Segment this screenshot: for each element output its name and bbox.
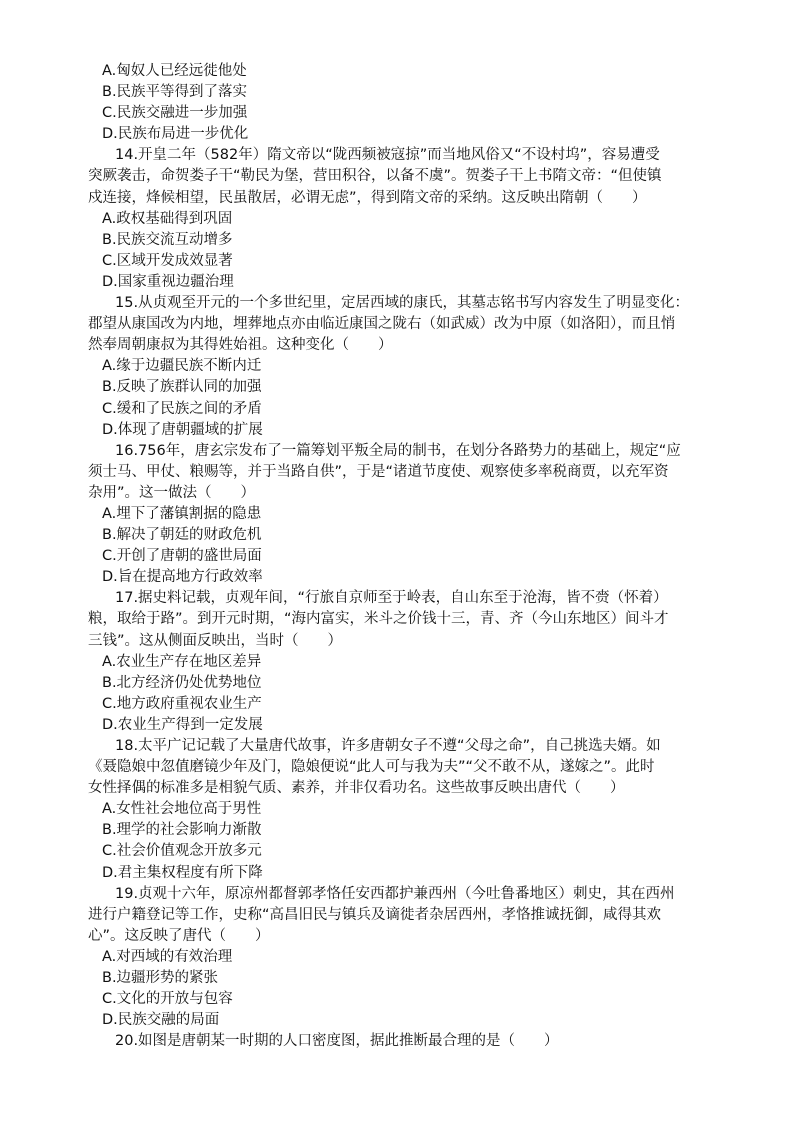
option-b: B.民族平等得到了落实 [102, 84, 248, 101]
option-a: A.缘于边疆民族不断内迁 [102, 358, 262, 375]
question-14 [88, 145, 706, 293]
option-c: C.缓和了民族之间的矛盾 [102, 400, 262, 417]
question-stem-line: 18.太平广记记载了大量唐代故事，许多唐朝女子不遵“父母之命”，自己挑选夫婿。如 [115, 738, 661, 754]
option-b: B.反映了族群认同的加强 [102, 379, 262, 396]
option-d: D.旨在提高地方行政效率 [102, 569, 263, 586]
question-stem-line: 然奉周朝康叔为其得姓始祖。这种变化（ ） [88, 337, 393, 354]
option-a: A.对西域的有效治理 [102, 948, 233, 965]
option-a: A.埋下了藩镇割据的隐患 [102, 505, 262, 522]
option-d: D.农业生产得到一定发展 [102, 716, 263, 733]
question-16 [88, 441, 706, 589]
question-stem-line: 进行户籍登记等工作，史称“高昌旧民与镇兵及谪徙者杂居西州，孝恪推诚抚御，咸得其欢 [88, 906, 662, 923]
question-15 [88, 293, 706, 441]
option-d: D.民族布局进一步优化 [102, 126, 249, 143]
question-stem-line: 郡望从康国改为内地，埋葬地点亦由临近康国之陇右（如武威）改为中原（如洛阳），而且悄 [88, 316, 676, 333]
question-13-options [88, 61, 706, 145]
option-b: B.民族交流互动增多 [102, 231, 233, 248]
option-c: C.民族交融进一步加强 [102, 105, 248, 122]
option-a: A.政权基础得到巩固 [102, 210, 233, 227]
question-stem-line: 突厥袭击，命贺娄子干“勒民为堡，营田积谷，以备不虞”。贺娄子干上书隋文帝：“但使镇 [88, 168, 662, 185]
option-d: D.国家重视边疆治理 [102, 273, 234, 290]
question-stem-line: 三钱”。这从侧面反映出，当时（ ） [88, 632, 343, 649]
option-c: C.文化的开放与包容 [102, 991, 233, 1008]
option-a: A.农业生产存在地区差异 [102, 653, 262, 670]
question-stem-line: 20.如图是唐朝某一时期的人口密度图，据此推断最合理的是（ ） [115, 1033, 559, 1050]
question-stem-line: 戍连接，烽候相望，民虽散居，必谓无虑”，得到隋文帝的采纳。这反映出隋朝（ ） [88, 189, 647, 206]
question-stem-line: 女性择偶的标准多是相貌气质、素养，并非仅看功名。这些故事反映出唐代（ ） [88, 780, 625, 797]
question-19 [88, 884, 706, 1032]
option-a: A.匈奴人已经远徙他处 [102, 63, 247, 79]
question-stem-line: 17.据史料记载，贞观年间，“行旅自京师至于岭表，自山东至于沧海，皆不赍（怀着） [115, 590, 668, 607]
option-d: D.君主集权程度有所下降 [102, 864, 263, 881]
question-stem-line: 粮，取给于路”。到开元时期，“海内富实，米斗之价钱十三，青、齐（今山东地区）间斗才 [88, 611, 669, 628]
option-c: C.区域开发成效显著 [102, 252, 233, 269]
question-stem-line: 杂用”。这一做法（ ） [88, 484, 256, 501]
option-c: C.社会价值观念开放多元 [102, 843, 262, 860]
question-stem-line: 《聂隐娘中忽值磨镜少年及门，隐娘便说“此人可与我为夫”“父不敢不从，遂嫁之”。此时 [88, 759, 655, 776]
option-a: A.女性社会地位高于男性 [102, 801, 262, 818]
option-c: C.地方政府重视农业生产 [102, 695, 262, 712]
question-20 [88, 1031, 706, 1052]
question-stem-line: 须士马、甲仗、粮赐等，并于当路自供”，于是“诸道节度使、观察使多率税商贾，以充军资 [88, 463, 669, 480]
question-18 [88, 736, 706, 884]
option-b: B.边疆形势的紧张 [102, 970, 219, 987]
option-c: C.开创了唐朝的盛世局面 [102, 548, 262, 565]
option-d: D.民族交融的局面 [102, 1012, 220, 1029]
question-stem-line: 14.开皇二年（582年）隋文帝以“陇西频被寇掠”而当地风俗又“不设村坞”，容易遭受 [115, 147, 660, 164]
option-b: B.北方经济仍处优势地位 [102, 674, 262, 691]
question-17 [88, 588, 706, 736]
option-d: D.体现了唐朝疆域的扩展 [102, 421, 263, 438]
question-stem-line: 16.756年，唐玄宗发布了一篇筹划平叛全局的制书，在划分各路势力的基础上，规定“应 [115, 442, 681, 459]
exam-page [88, 61, 706, 1052]
question-stem-line: 心”。这反映了唐代（ ） [88, 927, 270, 944]
option-b: B.理学的社会影响力渐散 [102, 822, 262, 839]
option-b: B.解决了朝廷的财政危机 [102, 527, 262, 544]
question-stem-line: 19.贞观十六年，原凉州都督郭孝恪任安西都护兼西州（今吐鲁番地区）刺史，其在西州 [115, 885, 675, 902]
question-stem-line: 15.从贞观至开元的一个多世纪里，定居西域的康氏，其墓志铭书写内容发生了明显变化： [115, 295, 690, 312]
